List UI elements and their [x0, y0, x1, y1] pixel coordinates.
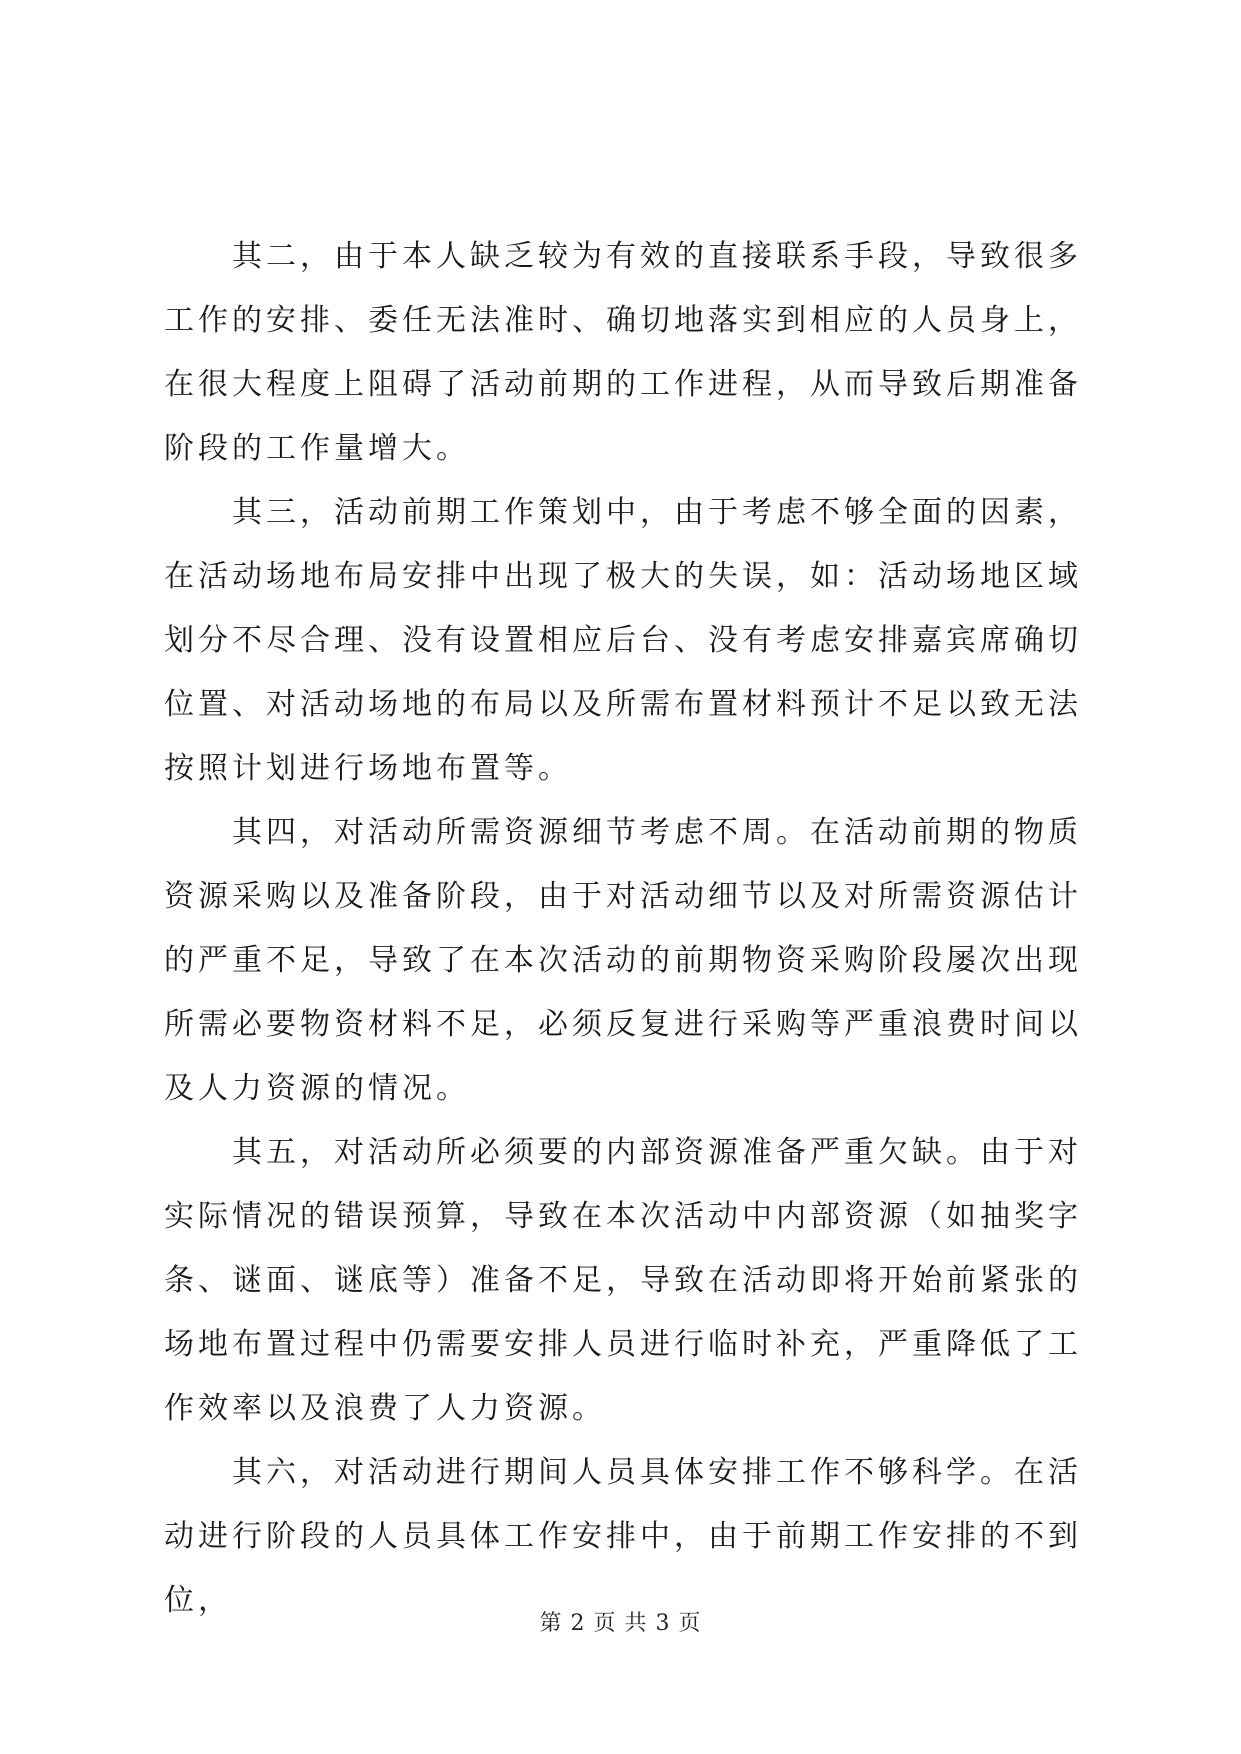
paragraph-5: 其六，对活动进行期间人员具体安排工作不够科学。在活动进行阶段的人员具体工作安排中，由于前期工作安排的不到位，	[164, 1455, 1082, 1618]
document-body	[164, 225, 1082, 1633]
paragraph-3: 其四，对活动所需资源细节考虑不周。在活动前期的物质资源采购以及准备阶段，由于对活动细节以及对所需资源估计的严重不足，导致了在本次活动的前期物资采购阶段屡次出现所需必要物资材料不足，必须反复进行采购等严重浪费时间以及人力资源的情况。	[164, 815, 1082, 1106]
paragraph-1: 其二，由于本人缺乏较为有效的直接联系手段，导致很多工作的安排、委任无法准时、确切地落实到相应的人员身上，在很大程度上阻碍了活动前期的工作进程，从而导致后期准备阶段的工作量增大。	[164, 239, 1082, 466]
page-number-footer: 第 2 页 共 3 页	[539, 1611, 702, 1636]
paragraph-2: 其三，活动前期工作策划中，由于考虑不够全面的因素，在活动场地布局安排中出现了极大的失误，如：活动场地区域划分不尽合理、没有设置相应后台、没有考虑安排嘉宾席确切位置、对活动场地的布局以及所需布置材料预计不足以致无法按照计划进行场地布置等。	[164, 495, 1082, 786]
paragraph-4: 其五，对活动所必须要的内部资源准备严重欠缺。由于对实际情况的错误预算，导致在本次活动中内部资源（如抽奖字条、谜面、谜底等）准备不足，导致在活动即将开始前紧张的场地布置过程中仍需要安排人员进行临时补充，严重降低了工作效率以及浪费了人力资源。	[164, 1135, 1082, 1426]
